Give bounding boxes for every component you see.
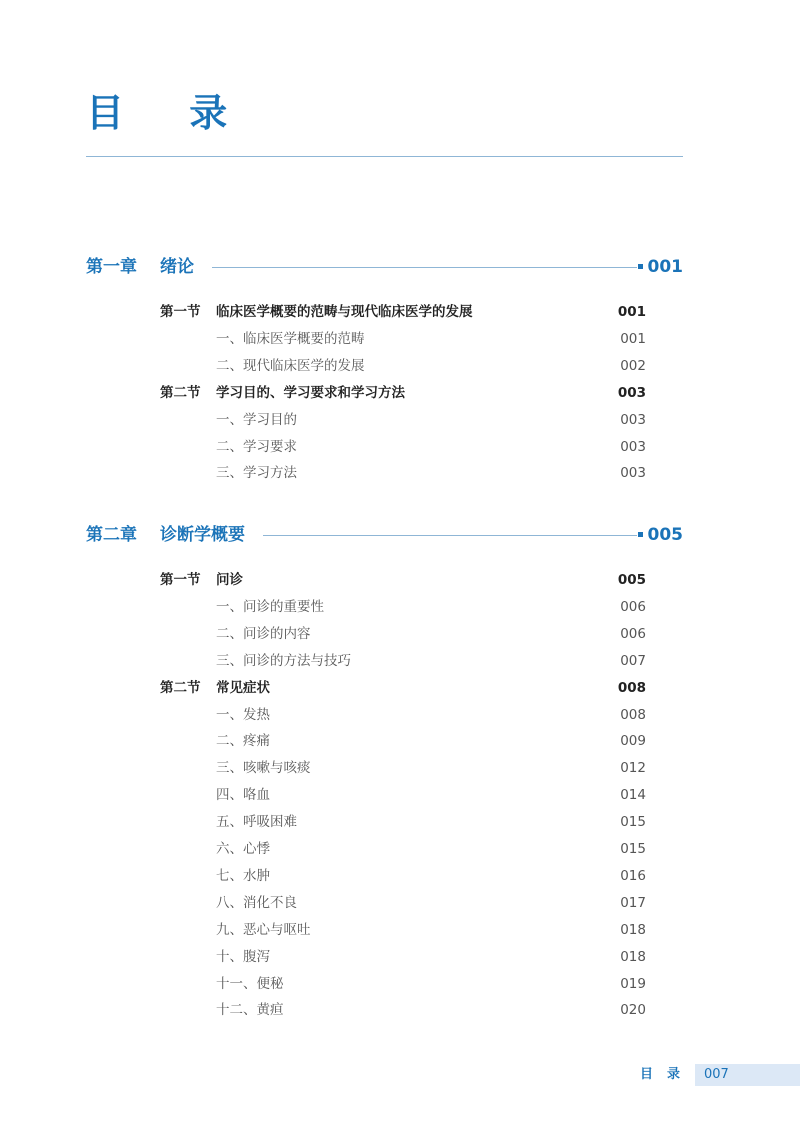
section-label: 第二节 (160, 384, 201, 401)
chapter-heading[interactable] (86, 520, 683, 550)
item-title: 四、咯血 (216, 787, 270, 804)
entry-page-number: 020 (620, 1002, 646, 1019)
chapter-page-number: 005 (647, 525, 683, 545)
item-title: 六、心悸 (216, 841, 270, 857)
toc-item-row[interactable] (160, 836, 646, 862)
item-title: 二、疼痛 (216, 733, 270, 750)
toc-item-row[interactable] (160, 809, 646, 835)
toc-item-row[interactable] (160, 890, 646, 916)
toc-item-row[interactable] (160, 594, 646, 620)
toc-item-row[interactable] (160, 997, 646, 1023)
item-title: 五、呼吸困难 (216, 814, 297, 831)
toc-section-row[interactable] (160, 567, 646, 593)
section-title: 临床医学概要的范畴与现代临床医学的发展 (216, 304, 473, 320)
chapter-title: 诊断学概要 (160, 525, 245, 545)
entry-page-number: 017 (620, 894, 646, 911)
toc-item-row[interactable] (160, 326, 646, 352)
chapter-page-number: 001 (647, 257, 683, 277)
entry-page-number: 018 (620, 948, 646, 965)
item-title: 三、问诊的方法与技巧 (216, 652, 351, 669)
title-divider (86, 156, 683, 157)
item-title: 三、咳嗽与咳痰 (216, 760, 311, 777)
chapter-leader-line (212, 267, 637, 268)
item-title: 七、水肿 (216, 867, 270, 884)
toc-item-row[interactable] (160, 648, 646, 674)
item-title: 二、学习要求 (216, 438, 297, 455)
toc-item-row[interactable] (160, 917, 646, 943)
entry-page-number: 006 (620, 598, 646, 615)
toc-item-row[interactable] (160, 971, 646, 997)
chapter-title: 绪论 (160, 257, 194, 277)
entry-page-number: 015 (620, 841, 646, 857)
toc-item-row[interactable] (160, 621, 646, 647)
toc-item-row[interactable] (160, 728, 646, 754)
item-title: 二、问诊的内容 (216, 625, 311, 642)
item-title: 一、学习目的 (216, 411, 297, 428)
entry-page-number: 003 (620, 438, 646, 455)
toc-item-row[interactable] (160, 702, 646, 728)
entry-page-number: 012 (620, 760, 646, 777)
section-title: 问诊 (216, 572, 243, 588)
item-title: 十、腹泻 (216, 948, 270, 965)
entry-page-number: 008 (617, 679, 646, 696)
entry-page-number: 001 (620, 330, 646, 347)
entry-page-number: 001 (617, 304, 646, 320)
toc-item-row[interactable] (160, 434, 646, 460)
item-title: 一、问诊的重要性 (216, 598, 324, 615)
toc-item-row[interactable] (160, 782, 646, 808)
entry-page-number: 015 (620, 814, 646, 831)
entry-page-number: 005 (617, 572, 646, 588)
item-title: 十一、便秘 (216, 975, 284, 992)
section-title: 常见症状 (216, 679, 270, 696)
page-title: 目 录 (86, 91, 254, 135)
item-title: 八、消化不良 (216, 894, 297, 911)
chapter-leader-line (263, 535, 637, 536)
chapter-marker-dot (638, 532, 643, 537)
footer-label: 目录 (640, 1067, 695, 1082)
toc-item-row[interactable] (160, 460, 646, 486)
section-label: 第二节 (160, 679, 201, 696)
toc-section-row[interactable] (160, 380, 646, 406)
item-title: 一、临床医学概要的范畴 (216, 330, 365, 347)
entry-page-number: 003 (620, 465, 646, 482)
toc-item-row[interactable] (160, 755, 646, 781)
entry-page-number: 018 (620, 921, 646, 938)
entry-page-number: 009 (620, 733, 646, 750)
item-title: 一、发热 (216, 706, 270, 723)
chapter-heading[interactable] (86, 252, 683, 282)
item-title: 九、恶心与呕吐 (216, 921, 311, 938)
entry-page-number: 008 (620, 706, 646, 723)
item-title: 三、学习方法 (216, 465, 297, 482)
toc-item-row[interactable] (160, 863, 646, 889)
toc-item-row[interactable] (160, 407, 646, 433)
chapter-label: 第一章 (86, 257, 137, 277)
chapter-label: 第二章 (86, 525, 137, 545)
toc-section-row[interactable] (160, 675, 646, 701)
chapter-marker-dot (638, 264, 643, 269)
entry-page-number: 006 (620, 625, 646, 642)
toc-item-row[interactable] (160, 353, 646, 379)
footer-page-number: 007 (704, 1067, 729, 1082)
entry-page-number: 016 (620, 867, 646, 884)
item-title: 二、现代临床医学的发展 (216, 357, 365, 374)
section-label: 第一节 (160, 304, 201, 320)
toc-item-row[interactable] (160, 944, 646, 970)
section-title: 学习目的、学习要求和学习方法 (216, 384, 405, 401)
entry-page-number: 003 (617, 384, 646, 401)
entry-page-number: 002 (620, 357, 646, 374)
entry-page-number: 014 (620, 787, 646, 804)
section-label: 第一节 (160, 572, 201, 588)
entry-page-number: 003 (620, 411, 646, 428)
entry-page-number: 007 (620, 652, 646, 669)
item-title: 十二、黄疸 (216, 1002, 284, 1019)
entry-page-number: 019 (620, 975, 646, 992)
toc-section-row[interactable] (160, 299, 646, 325)
